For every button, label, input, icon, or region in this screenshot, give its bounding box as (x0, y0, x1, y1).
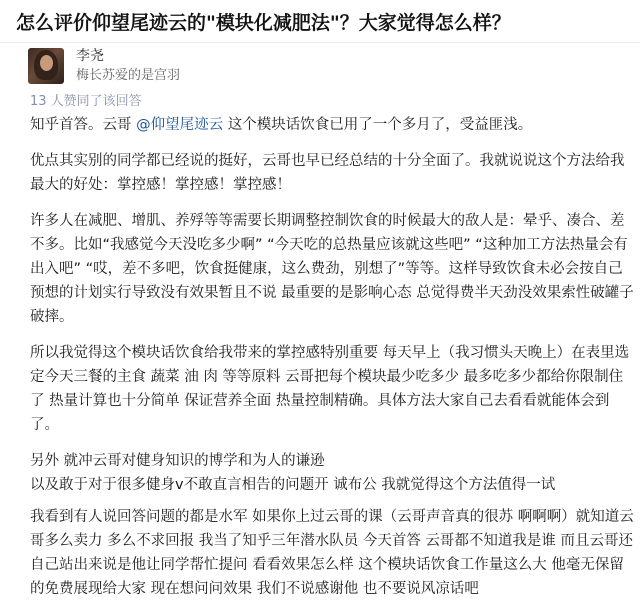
answer-text: 知乎首答。云哥 (30, 117, 137, 133)
author-avatar[interactable] (28, 48, 64, 84)
answer-text: 这个模块话饮食已用了一个多月了，受益匪浅。 (223, 117, 533, 133)
answer-line: 另外 就冲云哥对健身知识的博学和为人的谦逊 (30, 453, 325, 469)
answer-paragraph (30, 449, 634, 497)
answer-paragraph: 优点其实别的同学都已经说的挺好，云哥也早已经总结的十分全面了。我就说说这个方法给我最大的好处：掌控感！掌控感！掌控感！ (30, 153, 625, 193)
author-text (76, 48, 180, 84)
answer-paragraph (30, 113, 634, 137)
avatar-face-shape (40, 55, 53, 71)
answer-paragraph: 所以我觉得这个模块话饮食给我带来的掌控感特别重要 每天早上（我习惯头天晚上）在表里选定今天三餐的主食 蔬菜 油 肉 等等原料 云哥把每个模块最少吃多少 最多吃多少都给你限制住了 热量计算也十分简单 保证营养全面 热量控制精确。具体方法大家自己去看看就能体会到了。 (30, 345, 630, 433)
author-bio: 梅长苏爱的是宫羽 (76, 68, 181, 83)
answer-body (30, 113, 634, 613)
author-name[interactable]: 李尧 (76, 48, 104, 64)
title-divider (0, 42, 640, 43)
answer-paragraph: 许多人在减肥、增肌、养殍等等需要长期调整控制饮食的时候最大的敌人是：晕乎、凑合、差不多。比如“我感觉今天没吃多少啊” “今天吃的总热量应该就这些吧” “这种加工方法热量会有出入吧” “哎，差不多吧，饮食挺健康，这么费劲，别想了”等等。这样导致饮食未必会按自己预想的计划实行导致没有效果暂且不说 最重要的是影响心态 总觉得费半天劲没效果索性破罐子破摔。 (30, 213, 634, 325)
user-mention-link[interactable]: @仰望尾迹云 (136, 117, 224, 133)
upvote-count: 13 人赞同了该回答 (30, 94, 142, 109)
answer-line: 以及敢于对于很多健身v不敢直言相告的问题开 诚布公 我就觉得这个方法值得一试 (30, 477, 556, 493)
question-title[interactable]: 怎么评价仰望尾迹云的"模块化减肥法"？大家觉得怎么样？ (16, 12, 511, 34)
answer-paragraph: 我看到有人说回答问题的都是水军 如果你上过云哥的课（云哥声音真的很苏 啊啊啊）就知道云哥多么卖力 多么不求回报 我当了知乎三年潜水队员 今天首答 云哥都不知道我是谁 而且云哥还自己站出来说是他让同学帮忙提问 看看效果怎么样 这个模块话饮食工作量这么大 他毫无保留的免费展现给大家 现在想问问效果 我们不说感谢他 也不要说风凉话吧 (30, 509, 634, 597)
author-info (28, 47, 180, 85)
